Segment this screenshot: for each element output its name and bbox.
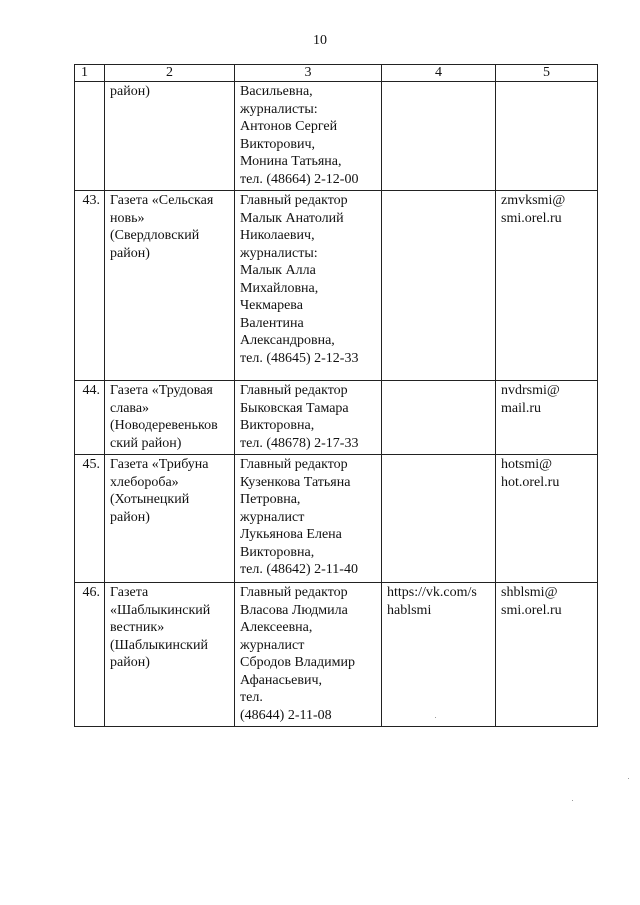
publication-name: Газета «Шаблыкинский вестник» (Шаблыкинский район) bbox=[105, 583, 235, 727]
email-address: hotsmi@ hot.orel.ru bbox=[496, 455, 598, 583]
email-address: zmvksmi@ smi.orel.ru bbox=[496, 191, 598, 381]
website: https://vk.com/s hablsmi bbox=[382, 583, 496, 727]
editorial-contacts: Васильевна, журналисты: Антонов Сергей Викторович, Монина Татьяна, тел. (48664) 2-12-00 bbox=[235, 82, 382, 191]
row-number: 46. bbox=[75, 583, 105, 727]
scan-speck bbox=[628, 778, 629, 779]
media-contacts-table bbox=[74, 64, 598, 727]
column-header-4: 4 bbox=[382, 65, 496, 82]
row-number: 44. bbox=[75, 381, 105, 455]
table-row bbox=[75, 82, 598, 191]
column-header-3: 3 bbox=[235, 65, 382, 82]
table-row bbox=[75, 583, 598, 727]
table-row bbox=[75, 381, 598, 455]
table-row bbox=[75, 455, 598, 583]
table-header-row bbox=[75, 65, 598, 82]
page-number: 10 bbox=[313, 33, 327, 48]
editorial-contacts: Главный редактор Кузенкова Татьяна Петровна, журналист Лукьянова Елена Викторовна, тел. (48642) 2-11-40 bbox=[235, 455, 382, 583]
editorial-contacts: Главный редактор Малык Анатолий Николаевич, журналисты: Малык Алла Михайловна, Чекмарева Валентина Александровна, тел. (48645) 2-12-33 bbox=[235, 191, 382, 381]
column-header-1: 1 bbox=[75, 65, 105, 82]
row-number: 43. bbox=[75, 191, 105, 381]
publication-name: Газета «Трудовая слава» (Новодеревеньков ский район) bbox=[105, 381, 235, 455]
publication-name: район) bbox=[105, 82, 235, 191]
publication-name: Газета «Сельская новь» (Свердловский район) bbox=[105, 191, 235, 381]
publication-name: Газета «Трибуна хлебороба» (Хотынецкий район) bbox=[105, 455, 235, 583]
row-number bbox=[75, 82, 105, 191]
email-address bbox=[496, 82, 598, 191]
table-row bbox=[75, 191, 598, 381]
column-header-2: 2 bbox=[105, 65, 235, 82]
email-address: shblsmi@ smi.orel.ru bbox=[496, 583, 598, 727]
editorial-contacts: Главный редактор Быковская Тамара Викторовна, тел. (48678) 2-17-33 bbox=[235, 381, 382, 455]
scan-speck bbox=[572, 800, 573, 801]
editorial-contacts: Главный редактор Власова Людмила Алексеевна, журналист Сбродов Владимир Афанасьевич, тел. (48644) 2-11-08 bbox=[235, 583, 382, 727]
website bbox=[382, 381, 496, 455]
website bbox=[382, 455, 496, 583]
column-header-5: 5 bbox=[496, 65, 598, 82]
scan-speck bbox=[435, 717, 436, 718]
email-address: nvdrsmi@ mail.ru bbox=[496, 381, 598, 455]
row-number: 45. bbox=[75, 455, 105, 583]
website bbox=[382, 82, 496, 191]
website bbox=[382, 191, 496, 381]
